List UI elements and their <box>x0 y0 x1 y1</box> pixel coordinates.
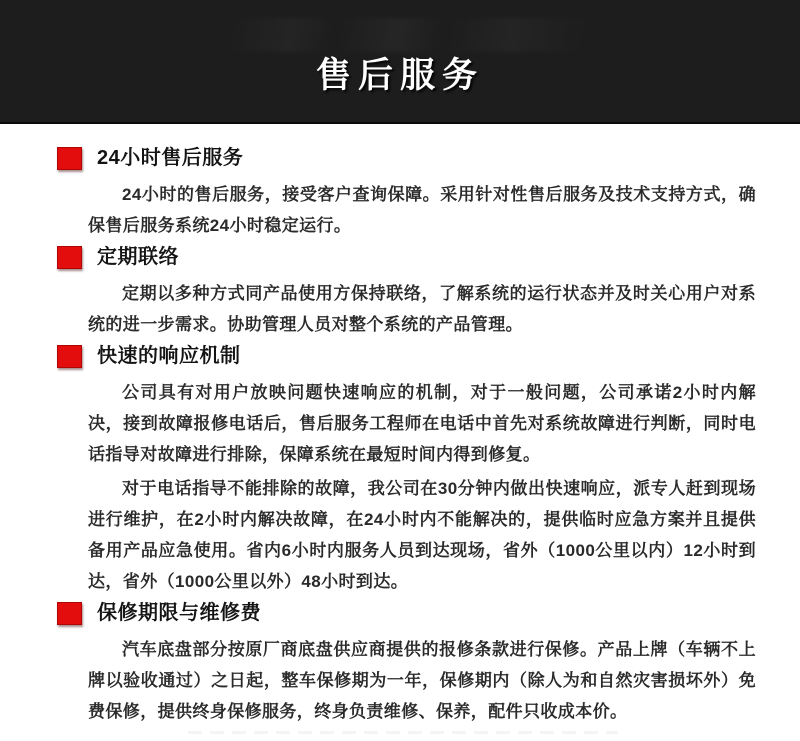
section-heading-row <box>57 344 756 368</box>
section-body <box>88 179 756 241</box>
red-square-bullet-icon <box>57 246 82 269</box>
section-body <box>88 377 756 597</box>
paragraph: 定期以多种方式同产品使用方保持联络，了解系统的运行状态并及时关心用户对系统的进一步需求。协助管理人员对整个系统的产品管理。 <box>88 284 756 334</box>
section-heading-row <box>57 601 756 625</box>
watermark-smudge <box>228 18 588 52</box>
paragraph: 对于电话指导不能排除的故障，我公司在30分钟内做出快速响应，派专人赶到现场进行维护，在2小时内解决故障，在24小时内不能解决的，提供临时应急方案并且提供备用产品应急使用。省内6小时内服务人员到达现场，省外（1000公里以内）12小时到达，省外（1000公里以外）48小时到达。 <box>88 479 756 591</box>
paragraph: 24小时的售后服务，接受客户查询保障。采用针对性售后服务及技术支持方式，确保售后服务系统24小时稳定运行。 <box>88 185 756 235</box>
footer-artifact-line <box>188 731 618 734</box>
content-area <box>0 124 800 734</box>
section-rapid-response <box>57 344 756 597</box>
page-header-banner <box>0 0 800 124</box>
section-regular-contact <box>57 245 756 340</box>
section-body <box>88 278 756 340</box>
section-title: 保修期限与维修费 <box>97 602 261 624</box>
paragraph: 汽车底盘部分按原厂商底盘供应商提供的报修条款进行保修。产品上牌（车辆不上牌以验收通过）之日起，整车保修期为一年，保修期内（除人为和自然灾害损坏外）免费保修，提供终身保修服务，终身负责维修、保养，配件只收成本价。 <box>88 640 756 721</box>
red-square-bullet-icon <box>57 345 82 368</box>
section-title: 定期联络 <box>97 246 179 268</box>
section-heading-row <box>57 146 756 170</box>
red-square-bullet-icon <box>57 147 82 170</box>
page-title: 售后服务 <box>315 56 484 95</box>
section-24h-service <box>57 146 756 241</box>
section-heading-row <box>57 245 756 269</box>
section-title: 24小时售后服务 <box>97 147 244 169</box>
section-body <box>88 634 756 734</box>
section-title: 快速的响应机制 <box>97 345 241 367</box>
red-square-bullet-icon <box>57 602 82 625</box>
paragraph: 公司具有对用户放映问题快速响应的机制，对于一般问题，公司承诺2小时内解决，接到故障报修电话后，售后服务工程师在电话中首先对系统故障进行判断，同时电话指导对故障进行排除，保障系统在最短时间内得到修复。 <box>88 383 756 464</box>
section-warranty-fees <box>57 601 756 734</box>
